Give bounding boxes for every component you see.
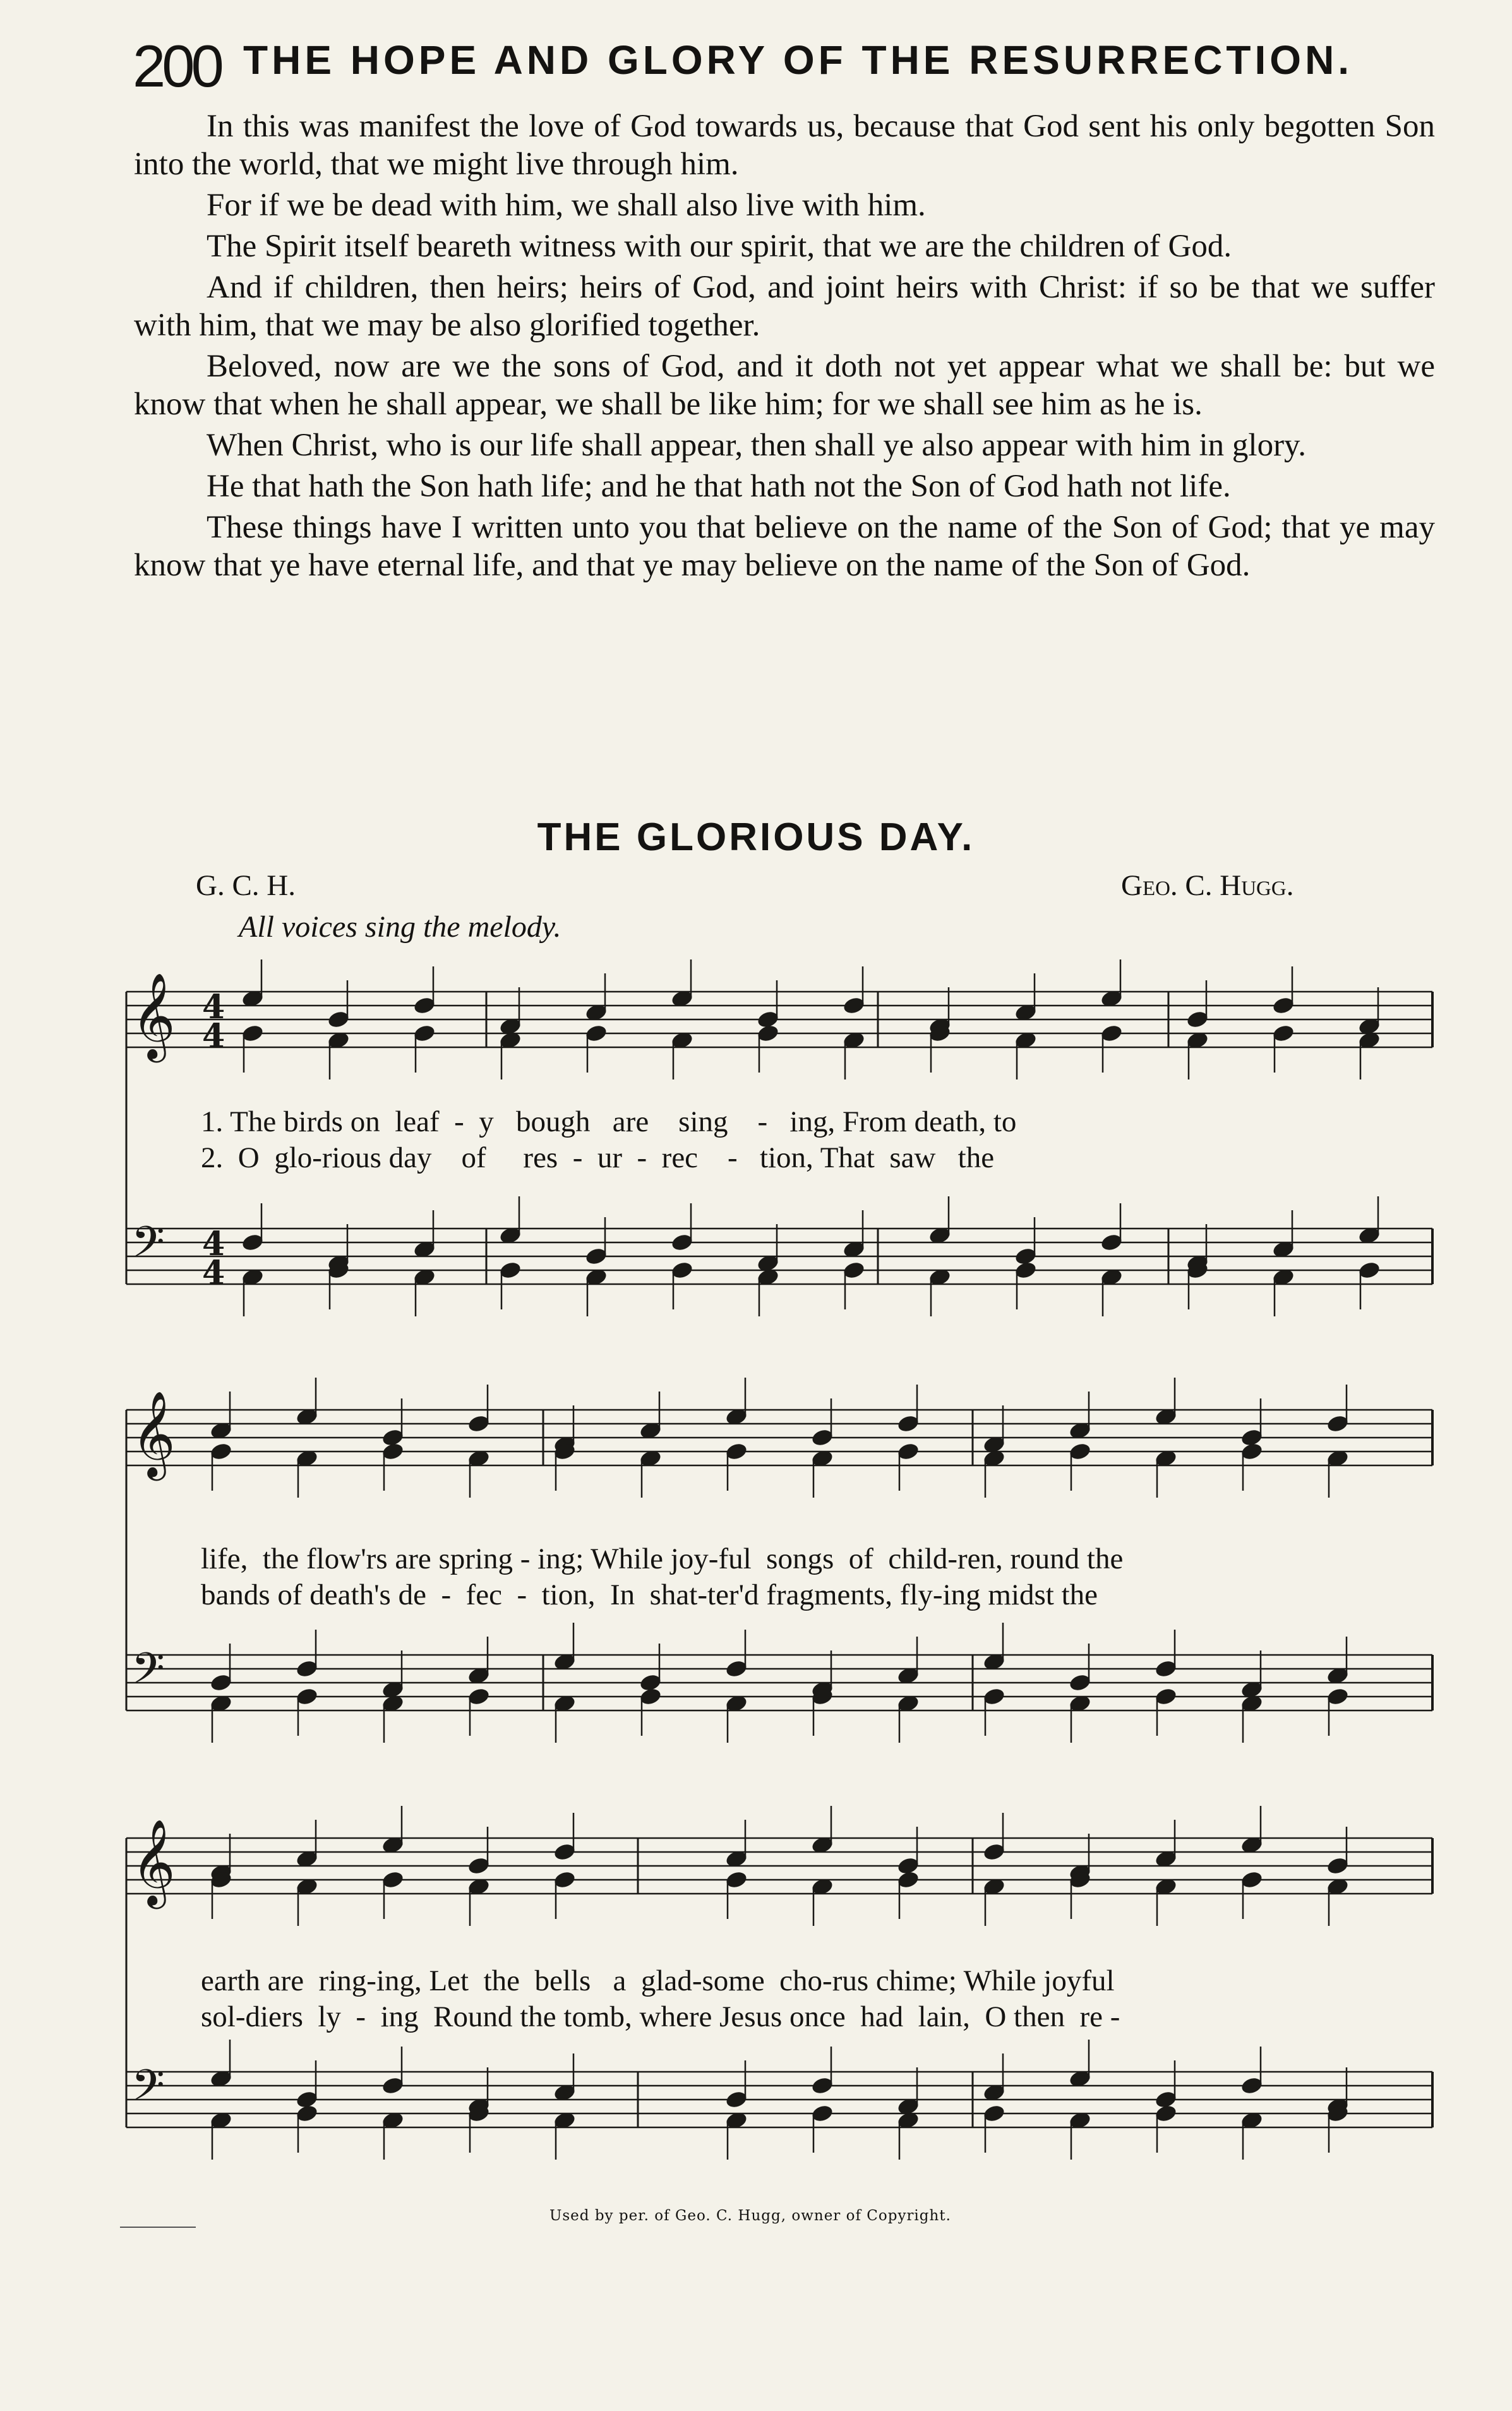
bass-clef: 𝄢 <box>131 1218 165 1278</box>
lyric-line: bands of death's de - fec - tion, In shat-ter'd fragments, fly-ing midst the <box>201 1578 1098 1611</box>
treble-clef: 𝄞 <box>131 1818 176 1905</box>
scripture-verse: The Spirit itself beareth witness with our spirit, that we are the children of God. <box>207 229 1232 264</box>
scripture-verse: When Christ, who is our life shall appear, then shall ye also appear with him in glory. <box>207 428 1306 463</box>
scripture-verse: These things have I written unto you that believe on the name of the Son of God; that ye may know that ye have eternal life, and that ye may believe on the name of the Son of God. <box>134 510 1435 583</box>
lyric-line: earth are ring-ing, Let the bells a glad-some cho-rus chime; While joyful <box>201 1964 1115 1997</box>
scripture-verse: He that hath the Son hath life; and he that hath not the Son of God hath not life. <box>207 469 1231 504</box>
scripture-verse: For if we be dead with him, we shall also live with him. <box>207 188 926 223</box>
time-signature: 4 <box>202 1225 225 1263</box>
time-signature: 4 <box>202 1017 225 1055</box>
copyright-note: Used by per. of Geo. C. Hugg, owner of Copyright. <box>549 2208 951 2224</box>
scripture-verse: And if children, then heirs; heirs of God, and joint heirs with Christ: if so be that we suffer with him, that we may be also glorified together. <box>134 270 1435 343</box>
time-signature: 4 <box>202 988 225 1026</box>
running-title: THE HOPE AND GLORY OF THE RESURRECTION. <box>243 37 1353 83</box>
hymn-title: THE GLORIOUS DAY. <box>537 815 975 859</box>
lyric-line: life, the flow'rs are spring - ing; While joy-ful songs of child-ren, round the <box>201 1542 1124 1575</box>
treble-clef: 𝄞 <box>131 1390 176 1477</box>
music-credit: Geo. C. Hugg. <box>1121 869 1294 902</box>
performance-note: All voices sing the melody. <box>239 910 561 944</box>
bass-clef: 𝄢 <box>131 2061 165 2121</box>
footer-rule <box>120 2227 196 2228</box>
time-signature: 4 <box>202 1254 225 1292</box>
bass-clef: 𝄢 <box>131 1644 165 1704</box>
lyric-line: 1. The birds on leaf - y bough are sing - ing, From death, to <box>201 1105 1017 1138</box>
scripture-verse: In this was manifest the love of God towards us, because that God sent his only begotten Son into the world, that we might live through him. <box>134 109 1435 182</box>
words-credit: G. C. H. <box>196 869 296 902</box>
lyric-line: sol-diers ly - ing Round the tomb, where Jesus once had lain, O then re - <box>201 2000 1120 2033</box>
page-number: 200 <box>133 33 220 99</box>
treble-clef: 𝄞 <box>131 971 176 1059</box>
scripture-verse: Beloved, now are we the sons of God, and it doth not yet appear what we shall be: but we know that when he shall appear, we shall be like him; for we shall see him as he is. <box>134 349 1435 422</box>
lyric-line: 2. O glo-rious day of res - ur - rec - tion, That saw the <box>201 1141 995 1174</box>
